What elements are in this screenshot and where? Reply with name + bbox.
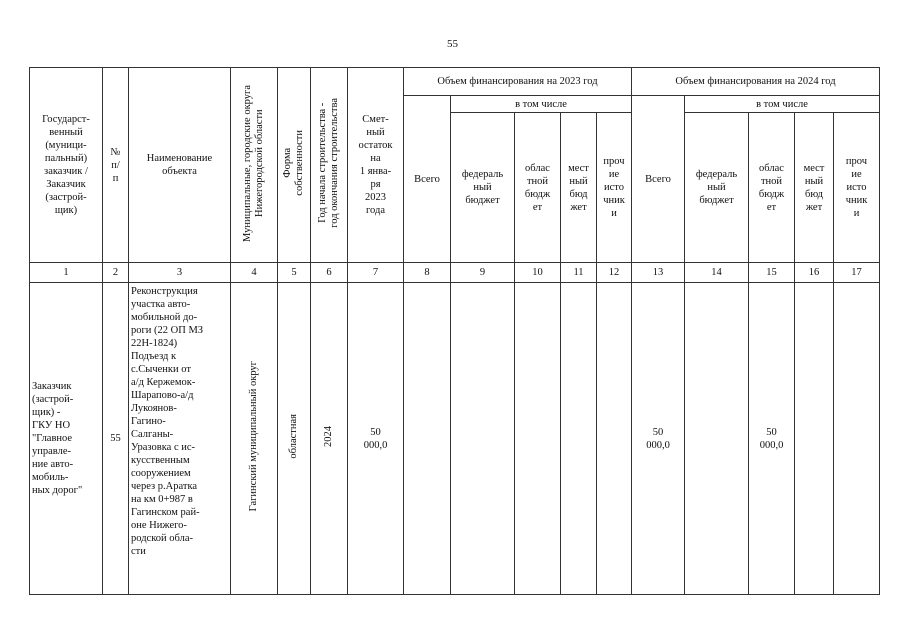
header-years-cell: [311, 68, 348, 263]
financing-table: [29, 67, 880, 595]
header-regional-2023: облас тной бюдж ет: [515, 113, 561, 263]
row-other-2024: [834, 283, 880, 595]
header-years: Год начала строительства - год окончания строительства: [317, 98, 340, 228]
row-district-cell: [231, 283, 278, 595]
header-ownership: Форма собственности: [282, 130, 305, 196]
col-num-13: 13: [632, 263, 685, 283]
row-total-2023: [404, 283, 451, 595]
row-district: Гагинский муниципальный округ: [248, 361, 259, 512]
col-num-16: 16: [795, 263, 834, 283]
col-num-9: 9: [451, 263, 515, 283]
col-num-15: 15: [749, 263, 795, 283]
header-fin-2024: Объем финансирования на 2024 год: [632, 68, 880, 96]
col-num-3: 3: [129, 263, 231, 283]
row-federal-2023: [451, 283, 515, 595]
header-object-name: Наименование объекта: [129, 68, 231, 263]
header-fin-2023: Объем финансирования на 2023 год: [404, 68, 632, 96]
row-ownership: областная: [288, 414, 299, 459]
col-num-11: 11: [561, 263, 597, 283]
header-ownership-cell: [278, 68, 311, 263]
col-num-4: 4: [231, 263, 278, 283]
col-num-6: 6: [311, 263, 348, 283]
row-total-2024: 50 000,0: [632, 283, 685, 595]
header-incl-2023: в том числе: [451, 96, 632, 113]
header-regional-2024: облас тной бюдж ет: [749, 113, 795, 263]
row-customer: Заказчик (застрой- щик) - ГКУ НО "Главное управле- ние авто- мобиль- ных дорог": [30, 283, 103, 595]
row-years: 2024: [323, 426, 334, 447]
row-federal-2024: [685, 283, 749, 595]
page-number: 55: [447, 38, 458, 50]
col-num-2: 2: [103, 263, 129, 283]
header-federal-2024: федераль ный бюджет: [685, 113, 749, 263]
row-object-name: Реконструкция участка авто- мобильной до- роги (22 ОП МЗ 22Н-1824) Подъезд к с.Сыченки от а/д Кержемок- Шарапово-а/д Лукоянов- Гагино- Салганы- Уразовка с ис- кусственным сооружением через р.Аратка на км 0+987 в Гагинском рай- оне Нижего- родской обла- сти: [129, 283, 231, 595]
header-district: Муниципальные, городские округа Нижегородской области: [242, 84, 265, 242]
header-other-2024: проч ие исто чник и: [834, 113, 880, 263]
header-local-2023: мест ный бюд жет: [561, 113, 597, 263]
row-local-2023: [561, 283, 597, 595]
col-num-12: 12: [597, 263, 632, 283]
header-incl-2024: в том числе: [685, 96, 880, 113]
col-num-8: 8: [404, 263, 451, 283]
header-local-2024: мест ный бюд жет: [795, 113, 834, 263]
row-estimate: 50 000,0: [348, 283, 404, 595]
row-years-cell: [311, 283, 348, 595]
header-other-2023: проч ие исто чник и: [597, 113, 632, 263]
header-district-cell: [231, 68, 278, 263]
header-num: № п/ п: [103, 68, 129, 263]
header-federal-2023: федераль ный бюджет: [451, 113, 515, 263]
col-num-14: 14: [685, 263, 749, 283]
row-other-2023: [597, 283, 632, 595]
row-regional-2023: [515, 283, 561, 595]
col-num-1: 1: [30, 263, 103, 283]
row-num: 55: [103, 283, 129, 595]
header-total-2024: Всего: [632, 96, 685, 263]
header-customer: Государст- венный (муници- пальный) заказчик / Заказчик (застрой- щик): [30, 68, 103, 263]
header-total-2023: Всего: [404, 96, 451, 263]
header-estimate: Смет- ный остаток на 1 янва- ря 2023 года: [348, 68, 404, 263]
col-num-10: 10: [515, 263, 561, 283]
row-ownership-cell: [278, 283, 311, 595]
header-row-1: [30, 68, 880, 96]
row-local-2024: [795, 283, 834, 595]
row-regional-2024: 50 000,0: [749, 283, 795, 595]
table-row: [30, 283, 880, 595]
col-num-5: 5: [278, 263, 311, 283]
col-num-7: 7: [348, 263, 404, 283]
column-numbers-row: [30, 263, 880, 283]
col-num-17: 17: [834, 263, 880, 283]
